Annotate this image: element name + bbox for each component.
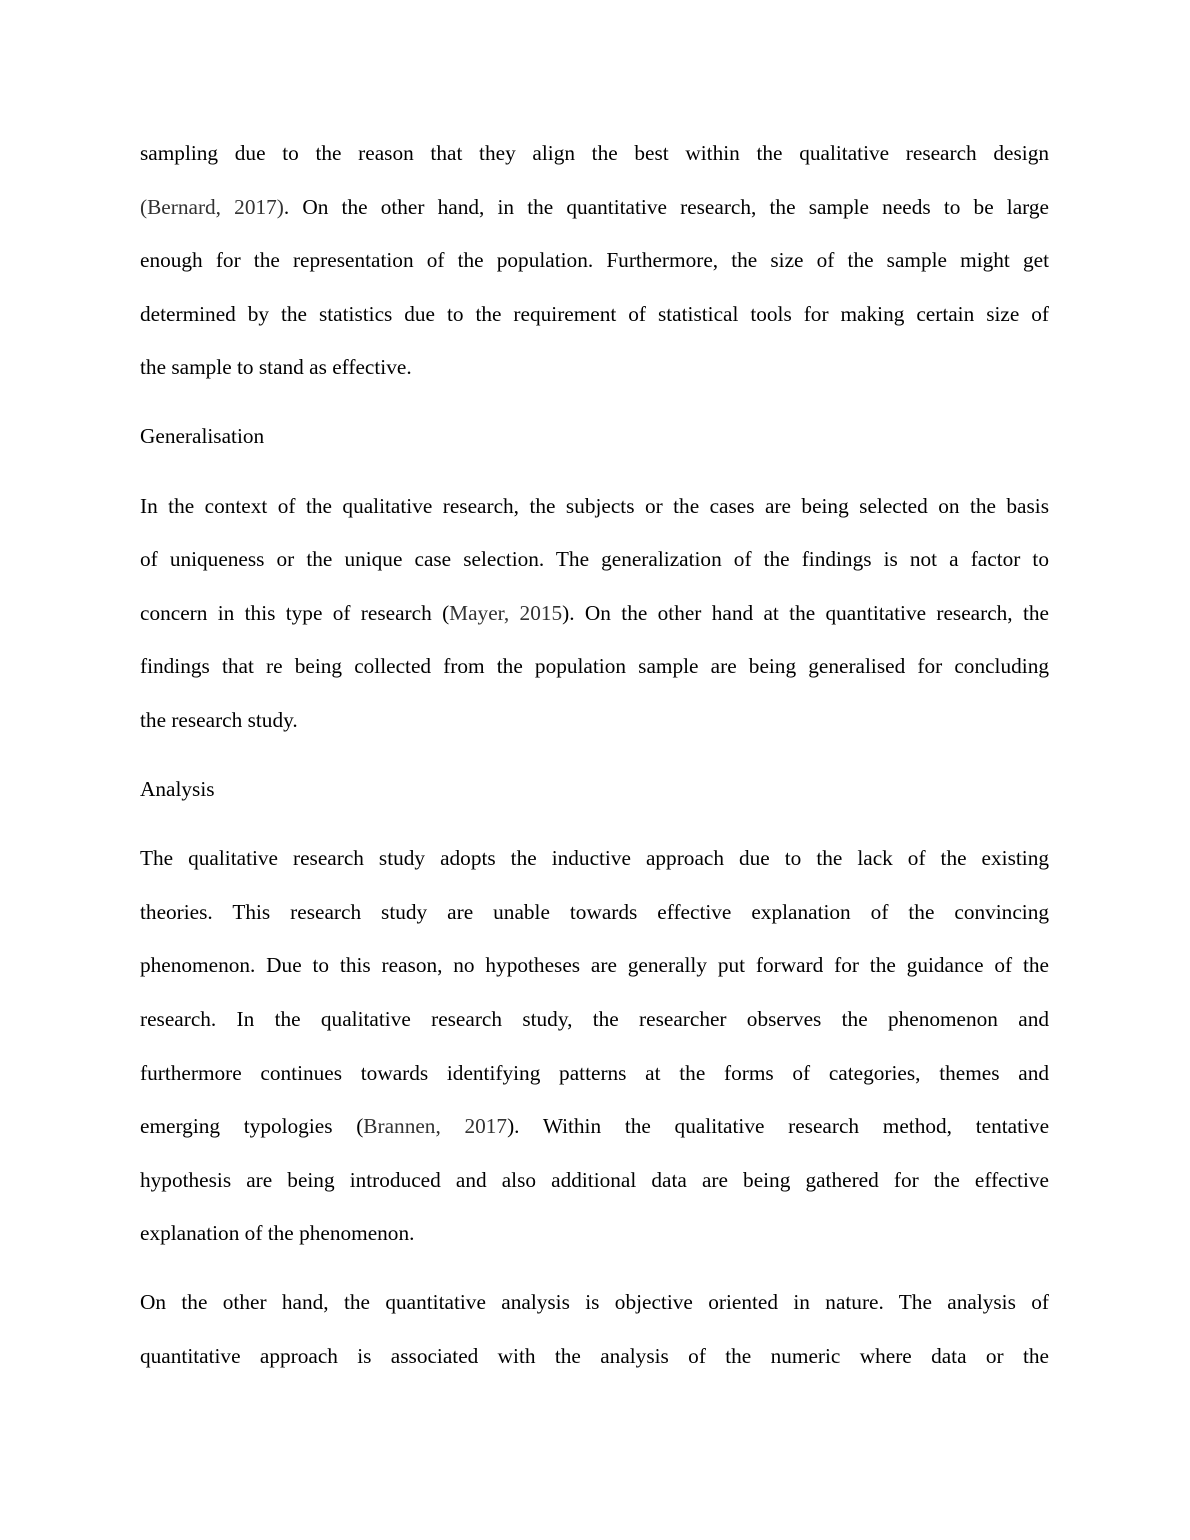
text-segment: In the context of the qualitative research, the subjects or the cases are being selected on the basis (140, 493, 1049, 518)
text-segment: Analysis (140, 777, 215, 802)
text-segment: explanation of the phenomenon. (140, 1221, 415, 1246)
text-segment: The qualitative research study adopts the inductive approach due to the lack of the existing (140, 846, 1049, 871)
section-heading (140, 410, 1049, 464)
text-line (140, 127, 1049, 181)
text-line (140, 1100, 1049, 1154)
text-line (140, 533, 1049, 587)
text-segment: On the other hand, the quantitative analysis is objective oriented in nature. The analysis of (140, 1290, 1049, 1315)
text-line (140, 1207, 1049, 1261)
text-line (140, 939, 1049, 993)
text-segment: phenomenon. Due to this reason, no hypotheses are generally put forward for the guidance of the (140, 953, 1049, 978)
text-segment: sampling due to the reason that they align the best within the qualitative research design (140, 141, 1049, 165)
body-paragraph (140, 127, 1049, 395)
text-segment: furthermore continues towards identifying patterns at the forms of categories, themes and (140, 1060, 1049, 1085)
text-line (140, 993, 1049, 1047)
text-line (140, 341, 1049, 395)
document-page (140, 127, 1049, 1399)
text-segment: concern in this type of research ( (140, 600, 450, 625)
text-line (140, 410, 1049, 464)
text-line (140, 886, 1049, 940)
text-line (140, 640, 1049, 694)
text-segment: of uniqueness or the unique case selection. The generalization of the findings is not a factor to (140, 547, 1049, 572)
text-segment: quantitative approach is associated with the analysis of the numeric where data or the (140, 1343, 1049, 1368)
text-line (140, 181, 1049, 235)
text-segment: Generalisation (140, 424, 265, 449)
text-line (140, 1154, 1049, 1208)
text-line (140, 694, 1049, 748)
text-segment: ). Within the qualitative research method, tentative (507, 1114, 1049, 1139)
citation: (Bernard, 2017) (140, 194, 284, 219)
section-heading (140, 763, 1049, 817)
text-segment: enough for the representation of the population. Furthermore, the size of the sample might get (140, 248, 1049, 273)
text-line (140, 480, 1049, 534)
text-line (140, 832, 1049, 886)
body-paragraph (140, 480, 1049, 748)
text-segment: . On the other hand, in the quantitative research, the sample needs to be large (283, 194, 1049, 219)
text-segment: research. In the qualitative research study, the researcher observes the phenomenon and (140, 1006, 1049, 1031)
text-line (140, 587, 1049, 641)
text-segment: the research study. (140, 707, 298, 732)
body-paragraph (140, 832, 1049, 1261)
text-segment: ). On the other hand at the quantitative research, the (562, 600, 1049, 625)
text-segment: hypothesis are being introduced and also additional data are being gathered for the effective (140, 1167, 1049, 1192)
text-segment: determined by the statistics due to the requirement of statistical tools for making certain size of (140, 301, 1049, 326)
body-paragraph (140, 1276, 1049, 1383)
text-line (140, 288, 1049, 342)
text-line (140, 763, 1049, 817)
text-line (140, 1047, 1049, 1101)
text-segment: emerging typologies ( (140, 1114, 364, 1139)
text-line (140, 1276, 1049, 1330)
text-segment: the sample to stand as effective. (140, 355, 412, 380)
citation: Mayer, 2015 (449, 600, 563, 625)
text-segment: findings that re being collected from the population sample are being generalised for concluding (140, 654, 1049, 679)
text-segment: theories. This research study are unable towards effective explanation of the convincing (140, 899, 1049, 924)
text-line (140, 1330, 1049, 1384)
citation: Brannen, 2017 (363, 1114, 508, 1139)
text-line (140, 234, 1049, 288)
